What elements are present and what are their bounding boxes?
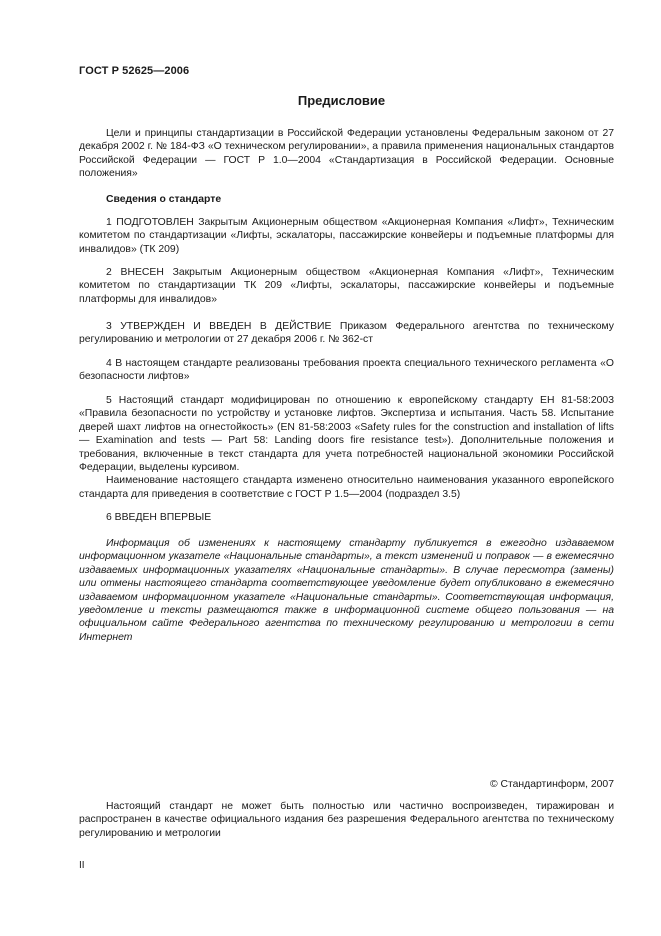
item-5-block — [79, 394, 614, 501]
list-item: 6 ВВЕДЕН ВПЕРВЫЕ — [106, 512, 212, 523]
list-item: 2 ВНЕСЕН Закрытым Акционерным обществом «Акционерная Компания «Лифт», Техническим комитетом по стандартизации ТК 209 «Лифты, эскалаторы, пассажирские конвейеры и подъемные платформы для инвалидов» — [79, 267, 614, 305]
item-2-block — [79, 266, 614, 306]
reproduction-paragraph: Настоящий стандарт не может быть полностью или частично воспроизведен, тиражирован и распространен в качестве официального издания без разрешения Федерального агентства по техническому регулированию и метрологии — [79, 801, 614, 839]
list-item: 3 УТВЕРЖДЕН И ВВЕДЕН В ДЕЙСТВИЕ Приказом Федерального агентства по техническому регулированию и метрологии от 27 декабря 2006 г. № 362-ст — [79, 321, 614, 346]
item-3-block — [79, 320, 614, 347]
copyright-line: © Стандартинформ, 2007 — [489, 779, 614, 790]
section-heading: Сведения о стандарте — [106, 194, 222, 205]
item-1-block — [79, 216, 614, 256]
list-item: Наименование настоящего стандарта изменено относительно наименования указанного европейского стандарта для приведения в соответствие с ГОСТ Р 1.5—2004 (подраздел 3.5) — [79, 475, 614, 500]
item-6-block — [79, 511, 614, 524]
intro-paragraph: Цели и принципы стандартизации в Российской Федерации установлены Федеральным законом от 27 декабря 2002 г. № 184-ФЗ «О техническом регулировании», а правила применения национальных стандартов Российской Федерации — ГОСТ Р 1.0—2004 «Стандартизация в Российской Федерации. Основные положения» — [79, 128, 614, 180]
page-title: Предисловие — [297, 93, 386, 108]
section-heading-block — [79, 193, 614, 206]
reproduction-block — [79, 800, 614, 840]
item-4-block — [79, 357, 614, 384]
list-item: 5 Настоящий стандарт модифицирован по отношению к европейскому стандарту ЕН 81-58:2003 «Правила безопасности по устройству и установке лифтов. Экспертиза и испытания. Часть 58. Испытание дверей шахт лифтов на огнестойкость» (EN 81-58:2003 «Safety rules for the construction and installation of lifts — Examination and tests — Part 58: Landing doors fire resistance test»). Дополнительные положения и требования, включенные в текст стандарта для учета потребностей национальной экономики Российской Федерации, выделены курсивом. — [79, 395, 614, 474]
list-item: 1 ПОДГОТОВЛЕН Закрытым Акционерным обществом «Акционерная Компания «Лифт», Техническим комитетом по стандартизации «Лифты, эскалаторы, пассажирские конвейеры и подъемные платформы для инвалидов» (ТК 209) — [79, 217, 614, 255]
list-item: 4 В настоящем стандарте реализованы требования проекта специального технического регламента «О безопасности лифтов» — [79, 358, 614, 383]
standard-id-header: ГОСТ Р 52625—2006 — [79, 65, 190, 77]
notice-block — [79, 537, 614, 644]
intro-block — [79, 127, 614, 181]
page-number: II — [79, 860, 85, 871]
notice-paragraph: Информация об изменениях к настоящему стандарту публикуется в ежегодно издаваемом информационном указателе «Национальные стандарты», а текст изменений и поправок — в ежемесячно издаваемых информационных указателях «Национальные стандарты». В случае пересмотра (замены) или отмены настоящего стандарта соответствующее уведомление будет опубликовано в ежемесячно издаваемом информационном указателе «Национальные стандарты». Соответствующая информация, уведомление и тексты размещаются также в информационной системе общего пользования — на официальном сайте Федерального агентства по техническому регулированию и метрологии в сети Интернет — [79, 538, 614, 643]
